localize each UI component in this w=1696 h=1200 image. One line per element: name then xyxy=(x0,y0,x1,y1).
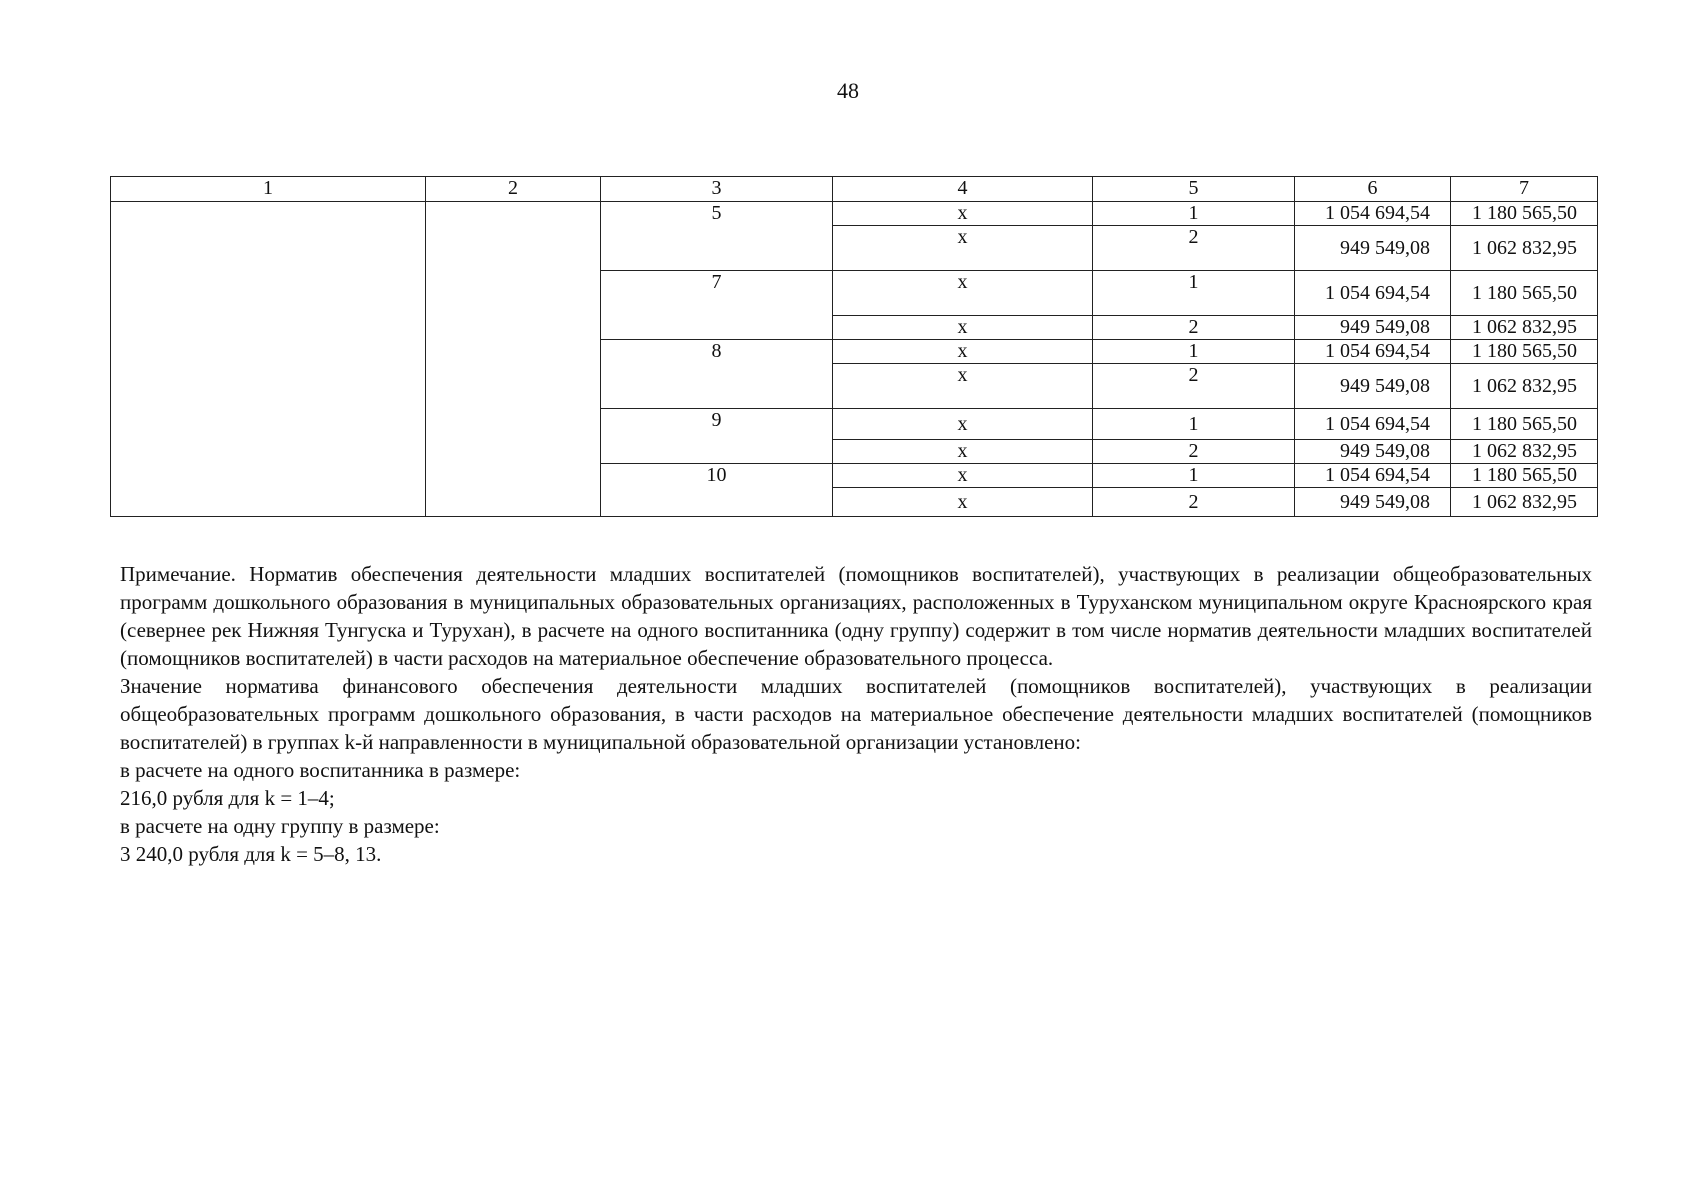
cell: 1 xyxy=(1093,202,1295,226)
cell: 1 062 832,95 xyxy=(1451,364,1598,409)
cell: 1 054 694,54 xyxy=(1295,271,1451,316)
norm-table xyxy=(110,176,1598,517)
cell: 1 xyxy=(1093,464,1295,488)
cell: х xyxy=(833,409,1093,440)
cell: 2 xyxy=(1093,488,1295,517)
header-cell: 3 xyxy=(601,177,833,202)
header-cell: 2 xyxy=(426,177,601,202)
k-cell: 10 xyxy=(601,464,833,517)
cell: 1 062 832,95 xyxy=(1451,316,1598,340)
note-line: в расчете на одного воспитанника в размере: xyxy=(120,758,521,782)
cell: 1 xyxy=(1093,271,1295,316)
cell: 1 062 832,95 xyxy=(1451,226,1598,271)
cell: 949 549,08 xyxy=(1295,364,1451,409)
cell: 949 549,08 xyxy=(1295,226,1451,271)
cell: 2 xyxy=(1093,316,1295,340)
cell: х xyxy=(833,488,1093,517)
cell: х xyxy=(833,202,1093,226)
page-number: 48 xyxy=(837,78,859,103)
cell: 1 054 694,54 xyxy=(1295,464,1451,488)
table-row xyxy=(111,202,1598,226)
note-paragraph: Примечание. Норматив обеспечения деятельности младших воспитателей (помощников воспитателей), участвующих в реализации общеобразовательных программ дошкольного образования в муниципальных образовательных организациях, расположенных в Туруханском муниципальном округе Красноярского края (севернее рек Нижняя Тунгуска и Турухан), в расчете на одного воспитанника (одну группу) содержит в том числе норматив деятельности младших воспитателей (помощников воспитателей) в части расходов на материальное обеспечение образовательного процесса. xyxy=(120,562,1592,670)
cell: х xyxy=(833,271,1093,316)
cell: х xyxy=(833,440,1093,464)
cell: 1 180 565,50 xyxy=(1451,271,1598,316)
cell: 2 xyxy=(1093,364,1295,409)
cell: 1 xyxy=(1093,409,1295,440)
cell: 949 549,08 xyxy=(1295,488,1451,517)
cell: х xyxy=(833,316,1093,340)
header-cell: 7 xyxy=(1451,177,1598,202)
cell: 1 xyxy=(1093,340,1295,364)
header-cell: 5 xyxy=(1093,177,1295,202)
cell: 1 180 565,50 xyxy=(1451,464,1598,488)
cell: 1 062 832,95 xyxy=(1451,488,1598,517)
note-paragraph: Значение норматива финансового обеспечения деятельности младших воспитателей (помощников воспитателей), участвующих в реализации общеобразовательных программ дошкольного образования, в части расходов на материальное обеспечение деятельности младших воспитателей (помощников воспитателей) в группах k-й направленности в муниципальной образовательной организации установлено: xyxy=(120,674,1592,754)
cell: х xyxy=(833,364,1093,409)
note-line: в расчете на одну группу в размере: xyxy=(120,814,440,838)
cell: 1 054 694,54 xyxy=(1295,340,1451,364)
note-block xyxy=(120,560,1592,868)
cell: 1 180 565,50 xyxy=(1451,340,1598,364)
cell: х xyxy=(833,226,1093,271)
cell: 949 549,08 xyxy=(1295,316,1451,340)
table-header-row xyxy=(111,177,1598,202)
note-line: 216,0 рубля для k = 1–4; xyxy=(120,786,335,810)
header-cell: 4 xyxy=(833,177,1093,202)
k-cell: 5 xyxy=(601,202,833,271)
cell: 949 549,08 xyxy=(1295,440,1451,464)
cell: х xyxy=(833,340,1093,364)
header-cell: 1 xyxy=(111,177,426,202)
cell: 1 062 832,95 xyxy=(1451,440,1598,464)
cell: х xyxy=(833,464,1093,488)
cell: 1 054 694,54 xyxy=(1295,409,1451,440)
cell: 1 180 565,50 xyxy=(1451,202,1598,226)
cell: 2 xyxy=(1093,440,1295,464)
cell: 2 xyxy=(1093,226,1295,271)
note-line: 3 240,0 рубля для k = 5–8, 13. xyxy=(120,842,382,866)
cell: 1 180 565,50 xyxy=(1451,409,1598,440)
header-cell: 6 xyxy=(1295,177,1451,202)
k-cell: 8 xyxy=(601,340,833,409)
k-cell: 9 xyxy=(601,409,833,464)
cell: 1 054 694,54 xyxy=(1295,202,1451,226)
k-cell: 7 xyxy=(601,271,833,340)
col2-cell xyxy=(426,202,601,517)
col1-cell xyxy=(111,202,426,517)
